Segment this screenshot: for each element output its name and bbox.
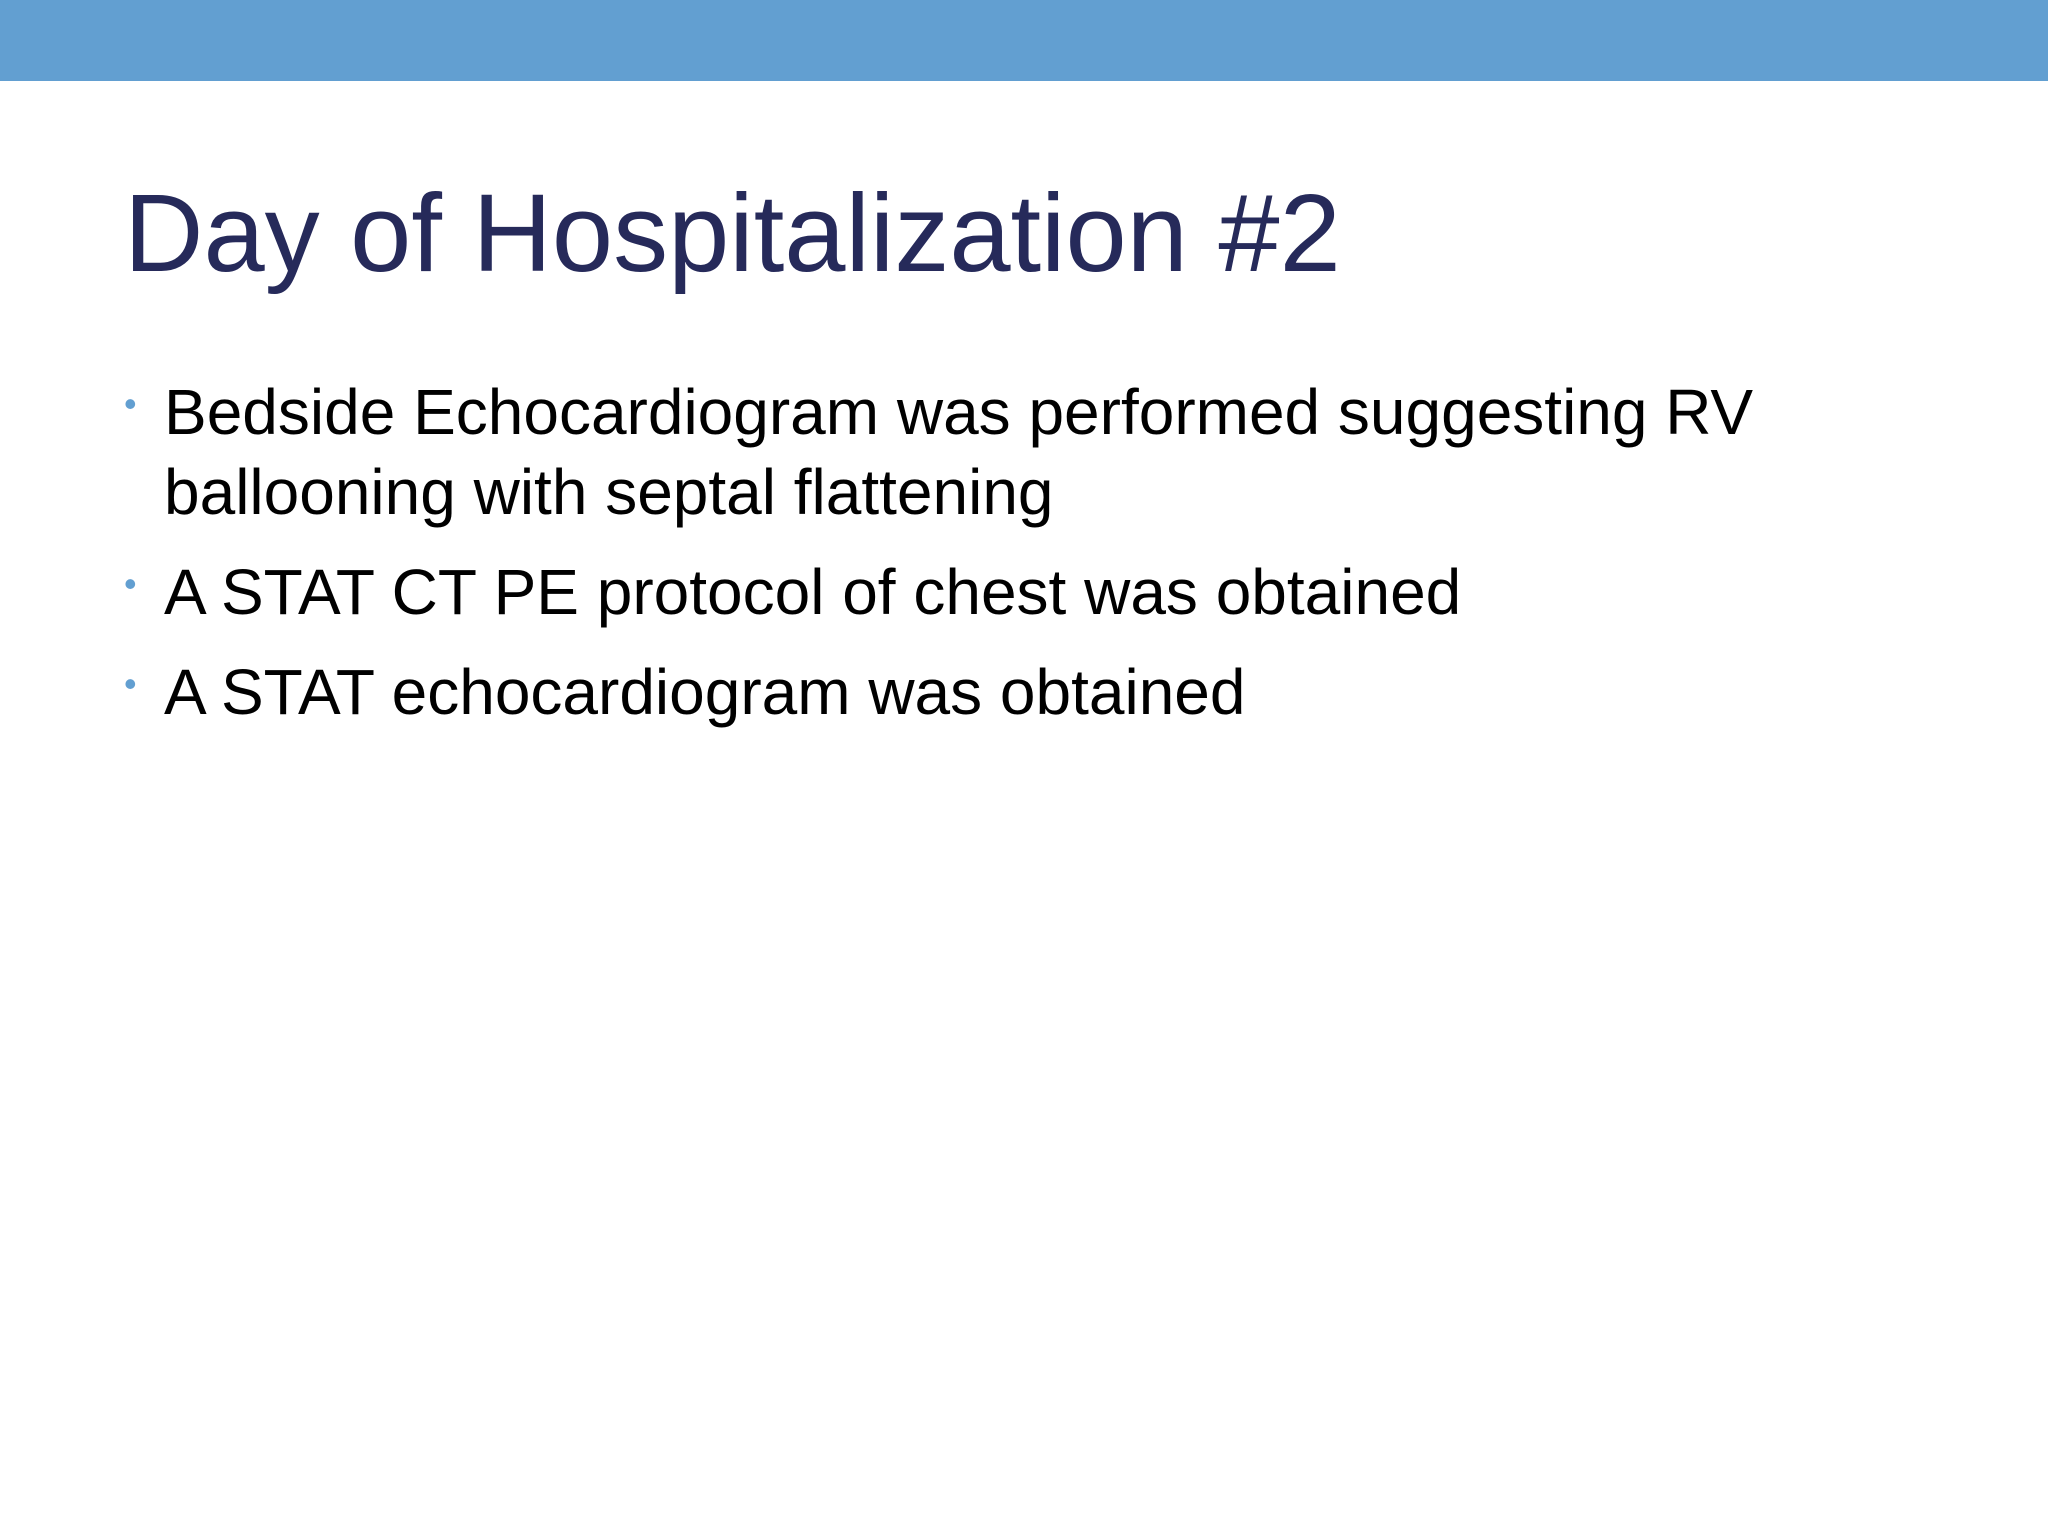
bullet-item: [124, 372, 1924, 532]
bullet-item: [124, 552, 1924, 632]
bullet-item: [124, 652, 1924, 732]
bullet-dot-icon: •: [124, 563, 137, 604]
bullet-dot-icon: •: [124, 663, 137, 704]
bullet-text: A STAT CT PE protocol of chest was obtained: [164, 556, 1462, 628]
bullet-text: A STAT echocardiogram was obtained: [164, 656, 1246, 728]
bullet-dot-icon: •: [124, 383, 137, 424]
bullet-text: Bedside Echocardiogram was performed suggesting RV ballooning with septal flattening: [164, 376, 1753, 528]
slide-title: Day of Hospitalization #2: [124, 172, 1341, 295]
top-accent-bar: [0, 0, 2048, 81]
bullet-list: [124, 372, 1924, 752]
